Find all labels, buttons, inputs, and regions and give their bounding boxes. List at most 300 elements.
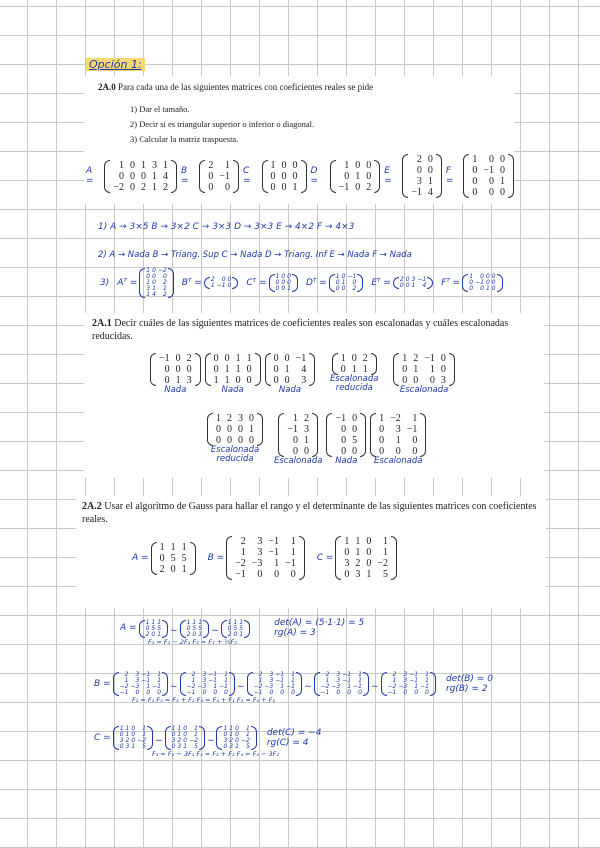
matrix-cell: 0 bbox=[171, 743, 176, 750]
matrix-cell: 3 bbox=[125, 743, 130, 750]
matrix-cell: 0 bbox=[146, 273, 151, 280]
matrix-cell: 0 bbox=[280, 689, 285, 696]
matrix-cell: 5 bbox=[239, 624, 244, 632]
matrix-cell: −2 bbox=[377, 558, 389, 569]
matrix bbox=[180, 672, 235, 696]
matrix-cell: 0 bbox=[402, 364, 408, 375]
matrix-cell: 0 bbox=[293, 446, 299, 457]
matrix-cell: 0 bbox=[291, 689, 295, 696]
det-result: det(A) = (5·1·1) = 5 bbox=[274, 618, 365, 628]
matrix-cell: 0 bbox=[351, 353, 357, 364]
row-operations: F₂ = F₁ F₃ = F₃ + F₂ F₄ = F₄ + F₁ F₃ = F₃ + F₂ bbox=[132, 696, 276, 704]
matrix-cell: 0 bbox=[152, 279, 156, 286]
matrix-cell: 4 bbox=[422, 282, 427, 289]
matrix-cell: 2 bbox=[162, 291, 167, 298]
matrix-cell: 5 bbox=[383, 569, 389, 580]
matrix-cell: 0 bbox=[157, 689, 162, 696]
matrix-cell: 2 bbox=[145, 630, 150, 638]
matrix-cell: 0 bbox=[164, 375, 170, 386]
matrix-cell: 0 bbox=[416, 165, 422, 176]
matrix-cell: 0 bbox=[292, 170, 298, 182]
matrix-cell: 5 bbox=[198, 624, 203, 632]
matrix-cell: 0 bbox=[335, 285, 340, 292]
matrix-cell: 0 bbox=[412, 446, 418, 457]
matrix-cell: 3 bbox=[146, 285, 151, 292]
matrix-cell: −1 bbox=[275, 671, 285, 678]
matrix bbox=[462, 274, 502, 292]
matrix-cell: 3 bbox=[202, 677, 207, 684]
matrix-cell: 0 bbox=[290, 569, 296, 580]
matrix bbox=[370, 413, 426, 457]
matrix-cell: 1 bbox=[287, 285, 291, 292]
matrix-cell: 0 bbox=[235, 731, 239, 738]
matrix-label: D = bbox=[310, 166, 319, 186]
matrix-cell: 0 bbox=[429, 375, 435, 386]
matrix-cell: 0 bbox=[145, 624, 150, 632]
answer-triangular: 2) A → Nada B → Triang. Sup C → Nada D → Triang. Inf E → Nada F → Nada bbox=[98, 250, 412, 260]
matrix bbox=[278, 413, 318, 457]
matrix-cell: 0 bbox=[355, 159, 361, 171]
matrix-cell: 0 bbox=[292, 159, 298, 171]
exercise-statement: Usar el algoritmo de Gauss para hallar el rango y el determinante de las siguientes matrices con coeficientes reales. bbox=[82, 501, 537, 525]
matrix-cell: 0 bbox=[281, 273, 286, 280]
matrix-cell: 0 bbox=[395, 446, 401, 457]
matrix-cell: 1 bbox=[383, 536, 389, 547]
matrix-cell: −1 bbox=[417, 276, 427, 283]
matrix-cell: 0 bbox=[270, 170, 276, 182]
matrix-cell: 1 bbox=[125, 725, 130, 732]
matrix-cell: 0 bbox=[440, 353, 446, 364]
matrix-cell: 2 bbox=[186, 630, 191, 638]
matrix-cell: 1 bbox=[293, 413, 299, 424]
matrix-cell: −1 bbox=[411, 187, 422, 198]
matrix-cell: 5 bbox=[192, 624, 197, 632]
equivalence-symbol: ~ bbox=[211, 626, 219, 637]
matrix-cell: 0 bbox=[341, 424, 347, 435]
matrix-cell: 1 bbox=[245, 725, 250, 732]
rank-result: rg(A) = 3 bbox=[274, 628, 316, 638]
matrix-label: Dᵀ = bbox=[306, 278, 327, 288]
matrix bbox=[204, 277, 239, 289]
matrix-cell: 1 bbox=[157, 618, 162, 626]
matrix-cell: 0 bbox=[238, 435, 243, 446]
exercise-statement: Para cada una de las siguientes matrices con coeficientes reales se pide bbox=[118, 82, 374, 92]
matrix-cell: 0 bbox=[335, 279, 340, 286]
matrix-cell: 0 bbox=[170, 563, 176, 575]
matrix-cell: 0 bbox=[146, 689, 151, 696]
matrix-cell: 1 bbox=[411, 282, 416, 289]
matrix-cell: 0 bbox=[347, 689, 352, 696]
matrix-cell: 1 bbox=[151, 618, 156, 626]
matrix bbox=[329, 274, 364, 292]
matrix-cell: 2 bbox=[355, 558, 361, 569]
answer-transposes bbox=[98, 268, 503, 298]
matrix-cell: 0 bbox=[287, 279, 291, 286]
answer-label: Escalonada bbox=[374, 456, 423, 466]
matrix-cell: 3 bbox=[135, 671, 140, 678]
matrix-cell: 5 bbox=[151, 624, 156, 632]
matrix-cell: 0 bbox=[119, 170, 125, 182]
matrix-cell: −1 bbox=[320, 689, 330, 696]
matrix-cell: 5 bbox=[233, 624, 238, 632]
matrix-cell: −2 bbox=[119, 683, 129, 690]
matrix-cell: −1 bbox=[347, 273, 357, 280]
matrix-row bbox=[130, 536, 397, 580]
matrix-cell: 0 bbox=[281, 159, 287, 171]
matrix-cell: 2 bbox=[208, 159, 214, 171]
answer-label: Escalonada bbox=[399, 385, 449, 395]
matrix-cell: 1 bbox=[191, 677, 196, 684]
matrix-cell: 3 bbox=[403, 671, 408, 678]
matrix-cell: −3 bbox=[251, 558, 263, 569]
matrix-label: Bᵀ = bbox=[181, 278, 202, 288]
matrix-cell: 0 bbox=[341, 285, 346, 292]
matrix-cell: 0 bbox=[344, 569, 350, 580]
matrix-label: C = bbox=[316, 553, 334, 563]
matrix-cell: 0 bbox=[366, 558, 372, 569]
matrix-cell: 3 bbox=[269, 677, 274, 684]
matrix-cell: 0 bbox=[192, 630, 197, 638]
matrix bbox=[265, 353, 316, 386]
matrix-cell: 1 bbox=[146, 291, 151, 298]
matrix-cell: 2 bbox=[352, 285, 357, 292]
matrix-cell: 0 bbox=[135, 689, 140, 696]
matrix-cell: −1 bbox=[285, 558, 296, 569]
matrix-cell: −1 bbox=[208, 671, 218, 678]
matrix-cell: 2 bbox=[229, 737, 234, 744]
matrix-cell: 0 bbox=[341, 446, 347, 457]
matrix-cell: 5 bbox=[157, 624, 162, 632]
matrix-with-answer bbox=[326, 413, 366, 466]
matrix-cell: 0 bbox=[281, 285, 286, 292]
matrix-cell: 0 bbox=[130, 159, 136, 171]
matrix-cell: −3 bbox=[331, 683, 341, 690]
matrix-cell: 1 bbox=[274, 558, 280, 569]
matrix-cell: 5 bbox=[194, 743, 198, 750]
matrix-cell: 1 bbox=[235, 353, 241, 364]
matrix-cell: 4 bbox=[301, 364, 307, 375]
matrix-cell: 0 bbox=[413, 375, 419, 386]
matrix-label: F = bbox=[445, 166, 454, 186]
matrix-cell: 0 bbox=[152, 267, 156, 274]
matrix-cell: 1 bbox=[355, 547, 361, 558]
matrix-cell: 2 bbox=[159, 563, 165, 575]
matrix-cell: 1 bbox=[152, 181, 158, 193]
matrix-cell: 1 bbox=[245, 731, 250, 738]
matrix-cell: 0 bbox=[472, 187, 478, 198]
matrix bbox=[226, 536, 305, 580]
matrix-cell: 0 bbox=[246, 375, 252, 386]
matrix-cell: 0 bbox=[223, 731, 228, 738]
matrix bbox=[104, 160, 177, 193]
matrix-cell: 1 bbox=[379, 413, 385, 424]
matrix-cell: 1 bbox=[235, 364, 241, 375]
exercise-title: 2A.2 bbox=[82, 501, 102, 512]
matrix-cell: 1 bbox=[229, 731, 234, 738]
matrix-cell: 0 bbox=[186, 364, 192, 375]
matrix-cell: 2 bbox=[163, 181, 169, 193]
matrix-cell: 0 bbox=[119, 743, 124, 750]
matrix-cell: 0 bbox=[352, 279, 357, 286]
matrix-cell: 1 bbox=[235, 743, 239, 750]
work-c bbox=[92, 726, 321, 758]
matrix-cell: 1 bbox=[383, 547, 389, 558]
matrix bbox=[199, 160, 239, 193]
matrix-cell: 1 bbox=[198, 618, 203, 626]
matrix-cell: 0 bbox=[159, 552, 165, 564]
matrix-cell: 1 bbox=[224, 375, 230, 386]
det-result: det(C) = −4 bbox=[266, 728, 322, 738]
matrix-cell: 2 bbox=[325, 671, 330, 678]
matrix-cell: 1 bbox=[291, 671, 295, 678]
matrix-cell: 0 bbox=[427, 165, 433, 176]
matrix-cell: 0 bbox=[379, 424, 385, 435]
matrix-cell: 0 bbox=[275, 279, 280, 286]
row-operations: F₃ = F₃ − 3F₁ F₃ = F₃ + F₂ F₄ = F₄ − 3F₂ bbox=[152, 750, 279, 758]
matrix-cell: 1 bbox=[225, 159, 231, 171]
matrix-cell: −3 bbox=[398, 683, 408, 690]
matrix-cell: 3 bbox=[411, 276, 416, 283]
matrix-with-answer bbox=[265, 353, 316, 395]
matrix-cell: 1 bbox=[340, 353, 346, 364]
matrix-cell: 2 bbox=[125, 737, 130, 744]
matrix-cell: 1 bbox=[227, 618, 232, 626]
matrix-cell: 0 bbox=[440, 364, 446, 375]
matrix-cell: 0 bbox=[281, 181, 287, 193]
matrix-cell: −1 bbox=[275, 677, 285, 684]
matrix-cell: 0 bbox=[216, 435, 221, 446]
matrix-cell: 1 bbox=[119, 159, 125, 171]
matrix-cell: 1 bbox=[152, 170, 158, 182]
matrix-cell: 1 bbox=[270, 159, 276, 171]
matrix-cell: 0 bbox=[489, 154, 494, 165]
matrix-cell: 5 bbox=[352, 435, 358, 446]
matrix-label: Eᵀ = bbox=[371, 278, 391, 288]
answer-label: Nada bbox=[164, 385, 187, 395]
matrix-cell: 0 bbox=[379, 435, 385, 446]
matrix-cell: 0 bbox=[130, 181, 136, 193]
matrix-cell: 1 bbox=[362, 364, 368, 375]
work-label: A = bbox=[120, 623, 137, 633]
matrix-cell: −1 bbox=[409, 671, 419, 678]
matrix-cell: 0 bbox=[227, 435, 232, 446]
matrix-cell: 1 bbox=[170, 541, 176, 553]
matrix-cell: 0 bbox=[425, 689, 429, 696]
matrix-cell: 1 bbox=[183, 743, 188, 750]
matrix-cell: 1 bbox=[119, 725, 124, 732]
matrix-cell: −1 bbox=[342, 677, 352, 684]
matrix-cell: 0 bbox=[183, 725, 188, 732]
matrix-cell: 1 bbox=[275, 273, 280, 280]
matrix-cell: 2 bbox=[362, 353, 368, 364]
matrix-cell: 0 bbox=[274, 569, 280, 580]
matrix-cell: 3 bbox=[257, 536, 263, 547]
matrix-cell: 5 bbox=[181, 552, 187, 564]
matrix-cell: 1 bbox=[427, 176, 433, 187]
matrix-cell: 0 bbox=[340, 364, 346, 375]
matrix-cell: 0 bbox=[480, 285, 484, 292]
matrix-cell: 0 bbox=[227, 424, 232, 435]
matrix-cell: 3 bbox=[229, 743, 234, 750]
matrix-cell: 1 bbox=[249, 424, 254, 435]
matrix-cell: 0 bbox=[175, 353, 181, 364]
matrix bbox=[207, 413, 263, 446]
task-item: 2) Decir si es triangular superior o inferior o diagonal. bbox=[130, 119, 315, 129]
matrix-cell: 1 bbox=[351, 364, 357, 375]
matrix-cell: 0 bbox=[427, 154, 433, 165]
matrix-cell: 3 bbox=[344, 558, 350, 569]
matrix-cell: −3 bbox=[130, 683, 140, 690]
matrix-cell: 0 bbox=[293, 435, 299, 446]
matrix-cell: 2 bbox=[141, 181, 147, 193]
matrix bbox=[113, 726, 153, 750]
matrix-cell: 1 bbox=[159, 541, 165, 553]
matrix-cell: 3 bbox=[395, 424, 401, 435]
matrix-cell: −1 bbox=[141, 677, 151, 684]
matrix-cell: 0 bbox=[275, 285, 280, 292]
matrix-cell: −1 bbox=[424, 353, 435, 364]
answer-label: Nada bbox=[278, 385, 302, 395]
matrix-cell: 0 bbox=[208, 181, 214, 193]
matrix-cell: 2 bbox=[227, 630, 232, 638]
matrix-cell: −1 bbox=[335, 413, 347, 424]
matrix-cell: 1 bbox=[224, 364, 230, 375]
matrix-cell: 3 bbox=[336, 677, 341, 684]
matrix-cell: 1 bbox=[414, 683, 419, 690]
equivalence-symbol: ~ bbox=[170, 681, 178, 692]
matrix-cell: 1 bbox=[146, 683, 151, 690]
matrix-label: A = bbox=[132, 553, 149, 563]
matrix-cell: 2 bbox=[399, 276, 404, 283]
matrix-cell: 1 bbox=[344, 159, 350, 171]
matrix-with-answer bbox=[150, 353, 201, 395]
matrix-cell: 0 bbox=[151, 630, 156, 638]
matrix-cell: 2 bbox=[186, 353, 192, 364]
matrix-cell: −1 bbox=[338, 181, 350, 193]
matrix bbox=[150, 353, 201, 386]
matrix-cell: 4 bbox=[163, 170, 169, 182]
matrix-cell: 0 bbox=[233, 630, 238, 638]
matrix-cell: −1 bbox=[216, 282, 226, 289]
answer-label: Nada bbox=[335, 456, 358, 466]
matrix-cell: 0 bbox=[284, 375, 290, 386]
matrix-cell: 1 bbox=[177, 725, 182, 732]
answer-label: Escalonada reducida bbox=[330, 374, 379, 393]
matrix-cell: 0 bbox=[227, 276, 232, 283]
matrix-cell: 0 bbox=[249, 435, 254, 446]
matrix-cell: 1 bbox=[500, 176, 505, 187]
matrix-cell: 3 bbox=[301, 375, 307, 386]
matrix-cell: −2 bbox=[137, 737, 147, 744]
task-item: 1) Dar el tamaño. bbox=[130, 104, 190, 114]
matrix-cell: 1 bbox=[157, 677, 162, 684]
exercise-statement: Decir cuáles de las siguientes matrices de coeficientes reales son escalonadas y cuáles escalonadas reducidas. bbox=[92, 318, 509, 342]
matrix-label: B = bbox=[207, 553, 225, 563]
matrix-cell: 1 bbox=[325, 677, 330, 684]
matrix-cell: 0 bbox=[403, 689, 408, 696]
answer-label: Escalonada bbox=[274, 456, 323, 466]
matrix-cell: −2 bbox=[186, 683, 196, 690]
matrix-cell: 0 bbox=[162, 273, 167, 280]
matrix-cell: −1 bbox=[208, 677, 218, 684]
matrix-cell: 0 bbox=[213, 353, 219, 364]
matrix-cell: 1 bbox=[213, 375, 219, 386]
matrix bbox=[262, 160, 307, 193]
matrix-cell: 1 bbox=[291, 677, 295, 684]
matrix-cell: 0 bbox=[227, 282, 232, 289]
matrix-cell: 1 bbox=[125, 731, 130, 738]
matrix bbox=[314, 672, 369, 696]
det-result: det(B) = 0 bbox=[445, 674, 493, 684]
matrix-cell: −1 bbox=[219, 170, 231, 182]
matrix-cell: 0 bbox=[141, 170, 147, 182]
matrix-cell: 0 bbox=[355, 181, 361, 193]
matrix-cell: 0 bbox=[213, 689, 218, 696]
matrix-cell: 1 bbox=[192, 618, 197, 626]
matrix-cell: 0 bbox=[344, 170, 350, 182]
matrix-cell: 0 bbox=[171, 731, 176, 738]
matrix-cell: 0 bbox=[414, 689, 419, 696]
matrix-cell: 1 bbox=[292, 181, 298, 193]
matrix-cell: 1 bbox=[341, 279, 346, 286]
matrix-cell: 3 bbox=[440, 375, 446, 386]
matrix-cell: 1 bbox=[240, 547, 246, 558]
matrix-cell: 0 bbox=[469, 285, 474, 292]
equivalence-symbol: ~ bbox=[303, 681, 312, 692]
matrix-cell: 1 bbox=[171, 725, 176, 732]
matrix-cell: 1 bbox=[157, 671, 162, 678]
answer-sizes: 1) A → 3×5 B → 3×2 C → 3×3 D → 3×3 E → 4×2 F → 4×3 bbox=[98, 222, 355, 232]
matrix-cell: 0 bbox=[202, 689, 207, 696]
matrix-cell: 0 bbox=[208, 170, 214, 182]
matrix-cell: −1 bbox=[342, 671, 352, 678]
matrix-cell: 1 bbox=[177, 731, 182, 738]
matrix-cell: 3 bbox=[152, 159, 158, 171]
matrix-cell: 0 bbox=[379, 446, 385, 457]
matrix-with-answer bbox=[200, 413, 270, 464]
matrix-cell: 0 bbox=[491, 279, 496, 286]
exercise-title: 2A.1 bbox=[92, 318, 112, 329]
matrix-cell: 1 bbox=[425, 671, 429, 678]
matrix-cell: 0 bbox=[273, 353, 279, 364]
matrix-cell: 0 bbox=[352, 446, 358, 457]
matrix-cell: 1 bbox=[355, 170, 361, 182]
matrix-cell: 0 bbox=[131, 737, 136, 744]
matrix-cell: 0 bbox=[269, 689, 274, 696]
matrix-cell: 3 bbox=[269, 671, 274, 678]
matrix-cell: 0 bbox=[183, 737, 188, 744]
matrix-cell: 0 bbox=[281, 170, 287, 182]
matrix-cell: 0 bbox=[402, 375, 408, 386]
matrix-cell: −1 bbox=[409, 677, 419, 684]
matrix-cell: 5 bbox=[142, 743, 147, 750]
matrix-cell: −1 bbox=[287, 424, 299, 435]
matrix-cell: 0 bbox=[485, 279, 490, 286]
matrix-cell: 1 bbox=[142, 725, 147, 732]
matrix bbox=[269, 274, 298, 292]
matrix-cell: −2 bbox=[253, 683, 263, 690]
matrix-cell: 1 bbox=[258, 677, 263, 684]
matrix-cell: 0 bbox=[130, 170, 136, 182]
matrix-cell: −1 bbox=[253, 689, 263, 696]
matrix bbox=[139, 268, 174, 298]
exercise-2a0 bbox=[84, 76, 514, 204]
matrix-cell: 1 bbox=[246, 353, 252, 364]
matrix-cell: 1 bbox=[412, 413, 418, 424]
matrix-cell: −1 bbox=[219, 683, 228, 690]
matrix-cell: 0 bbox=[480, 273, 484, 280]
matrix-cell: 0 bbox=[341, 273, 346, 280]
